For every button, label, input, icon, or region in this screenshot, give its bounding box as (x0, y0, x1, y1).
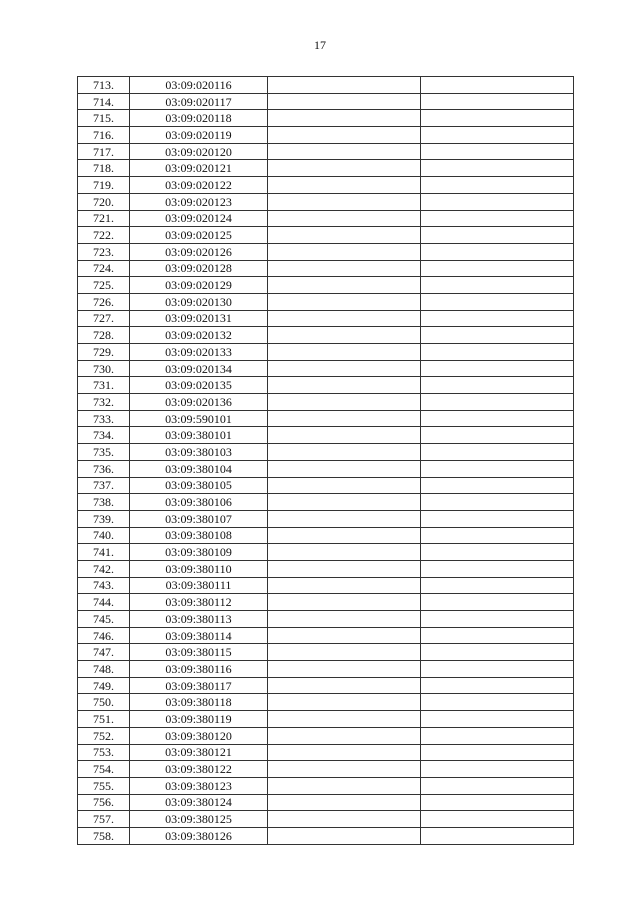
empty-cell (421, 260, 574, 277)
table-row (78, 577, 574, 594)
cadastral-code-cell: 03:09:020118 (130, 110, 268, 127)
table-row (78, 227, 574, 244)
cadastral-code-cell: 03:09:020125 (130, 227, 268, 244)
empty-cell (421, 577, 574, 594)
table-row (78, 394, 574, 411)
row-number-cell: 757. (78, 811, 130, 828)
empty-cell (421, 310, 574, 327)
row-number-cell: 718. (78, 160, 130, 177)
cadastral-code-cell: 03:09:380126 (130, 827, 268, 844)
row-number-cell: 725. (78, 277, 130, 294)
empty-cell (268, 243, 421, 260)
empty-cell (421, 811, 574, 828)
empty-cell (268, 193, 421, 210)
row-number-cell: 739. (78, 510, 130, 527)
table-row (78, 661, 574, 678)
table-row (78, 627, 574, 644)
empty-cell (421, 661, 574, 678)
empty-cell (421, 594, 574, 611)
empty-cell (421, 794, 574, 811)
empty-cell (421, 711, 574, 728)
row-number-cell: 743. (78, 577, 130, 594)
row-number-cell: 721. (78, 210, 130, 227)
cadastral-code-cell: 03:09:380108 (130, 527, 268, 544)
row-number-cell: 716. (78, 127, 130, 144)
row-number-cell: 756. (78, 794, 130, 811)
empty-cell (268, 827, 421, 844)
empty-cell (421, 143, 574, 160)
empty-cell (268, 744, 421, 761)
empty-cell (421, 777, 574, 794)
empty-cell (268, 594, 421, 611)
row-number-cell: 719. (78, 177, 130, 194)
empty-cell (268, 277, 421, 294)
empty-cell (421, 277, 574, 294)
empty-cell (421, 460, 574, 477)
empty-cell (421, 444, 574, 461)
table-row (78, 594, 574, 611)
table-row (78, 744, 574, 761)
cadastral-code-cell: 03:09:020117 (130, 93, 268, 110)
cadastral-code-cell: 03:09:380110 (130, 560, 268, 577)
row-number-cell: 720. (78, 193, 130, 210)
cadastral-code-cell: 03:09:380122 (130, 761, 268, 778)
cadastral-code-cell: 03:09:020126 (130, 243, 268, 260)
table-row (78, 677, 574, 694)
cadastral-code-cell: 03:09:590101 (130, 410, 268, 427)
row-number-cell: 750. (78, 694, 130, 711)
table-row (78, 460, 574, 477)
cadastral-code-cell: 03:09:020131 (130, 310, 268, 327)
table-row (78, 777, 574, 794)
cadastral-code-cell: 03:09:020132 (130, 327, 268, 344)
row-number-cell: 755. (78, 777, 130, 794)
table-row (78, 327, 574, 344)
table-row (78, 293, 574, 310)
empty-cell (421, 360, 574, 377)
cadastral-code-cell: 03:09:380124 (130, 794, 268, 811)
table-row (78, 544, 574, 561)
table-row (78, 761, 574, 778)
empty-cell (268, 160, 421, 177)
row-number-cell: 747. (78, 644, 130, 661)
empty-cell (421, 611, 574, 628)
cadastral-code-cell: 03:09:020124 (130, 210, 268, 227)
cadastral-code-cell: 03:09:380109 (130, 544, 268, 561)
table-row (78, 494, 574, 511)
empty-cell (268, 293, 421, 310)
table-row (78, 727, 574, 744)
empty-cell (421, 560, 574, 577)
table-row (78, 143, 574, 160)
empty-cell (268, 77, 421, 94)
row-number-cell: 751. (78, 711, 130, 728)
empty-cell (268, 227, 421, 244)
empty-cell (268, 377, 421, 394)
cadastral-code-cell: 03:09:380104 (130, 460, 268, 477)
table-row (78, 260, 574, 277)
empty-cell (268, 310, 421, 327)
empty-cell (421, 544, 574, 561)
table-row (78, 827, 574, 844)
empty-cell (268, 711, 421, 728)
table-row (78, 694, 574, 711)
row-number-cell: 738. (78, 494, 130, 511)
empty-cell (421, 160, 574, 177)
empty-cell (421, 510, 574, 527)
cadastral-code-cell: 03:09:020116 (130, 77, 268, 94)
empty-cell (268, 794, 421, 811)
empty-cell (421, 410, 574, 427)
empty-cell (268, 177, 421, 194)
cadastral-code-cell: 03:09:020123 (130, 193, 268, 210)
empty-cell (421, 644, 574, 661)
cadastral-code-cell: 03:09:380103 (130, 444, 268, 461)
cadastral-code-cell: 03:09:380114 (130, 627, 268, 644)
row-number-cell: 722. (78, 227, 130, 244)
empty-cell (421, 77, 574, 94)
empty-cell (421, 477, 574, 494)
empty-cell (268, 527, 421, 544)
row-number-cell: 734. (78, 427, 130, 444)
table-row (78, 811, 574, 828)
table-row (78, 127, 574, 144)
row-number-cell: 748. (78, 661, 130, 678)
table-row (78, 611, 574, 628)
empty-cell (421, 527, 574, 544)
cadastral-code-cell: 03:09:020128 (130, 260, 268, 277)
cadastral-code-cell: 03:09:380117 (130, 677, 268, 694)
cadastral-code-cell: 03:09:380125 (130, 811, 268, 828)
empty-cell (421, 327, 574, 344)
empty-cell (421, 677, 574, 694)
cadastral-code-cell: 03:09:380118 (130, 694, 268, 711)
cadastral-code-cell: 03:09:380116 (130, 661, 268, 678)
table-row (78, 310, 574, 327)
empty-cell (421, 761, 574, 778)
row-number-cell: 758. (78, 827, 130, 844)
empty-cell (268, 777, 421, 794)
empty-cell (268, 577, 421, 594)
row-number-cell: 736. (78, 460, 130, 477)
row-number-cell: 729. (78, 344, 130, 361)
cadastral-code-cell: 03:09:020129 (130, 277, 268, 294)
empty-cell (421, 177, 574, 194)
cadastral-code-cell: 03:09:380105 (130, 477, 268, 494)
table-row (78, 477, 574, 494)
row-number-cell: 733. (78, 410, 130, 427)
cadastral-code-cell: 03:09:020134 (130, 360, 268, 377)
table-row (78, 243, 574, 260)
row-number-cell: 740. (78, 527, 130, 544)
empty-cell (268, 110, 421, 127)
empty-cell (421, 744, 574, 761)
cadastral-code-cell: 03:09:020120 (130, 143, 268, 160)
row-number-cell: 730. (78, 360, 130, 377)
row-number-cell: 728. (78, 327, 130, 344)
empty-cell (421, 827, 574, 844)
cadastral-code-cell: 03:09:380123 (130, 777, 268, 794)
row-number-cell: 749. (78, 677, 130, 694)
row-number-cell: 735. (78, 444, 130, 461)
cadastral-code-cell: 03:09:380120 (130, 727, 268, 744)
empty-cell (268, 627, 421, 644)
row-number-cell: 727. (78, 310, 130, 327)
empty-cell (268, 677, 421, 694)
empty-cell (421, 394, 574, 411)
row-number-cell: 752. (78, 727, 130, 744)
empty-cell (421, 344, 574, 361)
row-number-cell: 742. (78, 560, 130, 577)
cadastral-code-cell: 03:09:020135 (130, 377, 268, 394)
empty-cell (421, 727, 574, 744)
row-number-cell: 726. (78, 293, 130, 310)
empty-cell (421, 210, 574, 227)
cadastral-table (77, 76, 574, 845)
cadastral-code-cell: 03:09:020133 (130, 344, 268, 361)
table-row (78, 160, 574, 177)
table-row (78, 377, 574, 394)
row-number-cell: 753. (78, 744, 130, 761)
cadastral-code-cell: 03:09:380121 (130, 744, 268, 761)
cadastral-code-cell: 03:09:020136 (130, 394, 268, 411)
cadastral-code-cell: 03:09:380119 (130, 711, 268, 728)
row-number-cell: 754. (78, 761, 130, 778)
row-number-cell: 732. (78, 394, 130, 411)
row-number-cell: 745. (78, 611, 130, 628)
table-row (78, 93, 574, 110)
empty-cell (268, 360, 421, 377)
table-row (78, 510, 574, 527)
empty-cell (268, 210, 421, 227)
empty-cell (268, 460, 421, 477)
table-body (78, 77, 574, 845)
row-number-cell: 744. (78, 594, 130, 611)
table-row (78, 527, 574, 544)
row-number-cell: 731. (78, 377, 130, 394)
empty-cell (421, 627, 574, 644)
cadastral-code-cell: 03:09:380107 (130, 510, 268, 527)
empty-cell (421, 293, 574, 310)
row-number-cell: 715. (78, 110, 130, 127)
empty-cell (268, 410, 421, 427)
table-row (78, 560, 574, 577)
cadastral-code-cell: 03:09:020122 (130, 177, 268, 194)
cadastral-code-cell: 03:09:380111 (130, 577, 268, 594)
table-row (78, 110, 574, 127)
table-row (78, 77, 574, 94)
cadastral-code-cell: 03:09:380113 (130, 611, 268, 628)
row-number-cell: 737. (78, 477, 130, 494)
empty-cell (268, 761, 421, 778)
empty-cell (268, 510, 421, 527)
cadastral-code-cell: 03:09:380115 (130, 644, 268, 661)
empty-cell (268, 444, 421, 461)
cadastral-code-cell: 03:09:020119 (130, 127, 268, 144)
table-row (78, 193, 574, 210)
empty-cell (268, 644, 421, 661)
empty-cell (268, 544, 421, 561)
empty-cell (268, 811, 421, 828)
cadastral-code-cell: 03:09:380106 (130, 494, 268, 511)
row-number-cell: 713. (78, 77, 130, 94)
table-row (78, 427, 574, 444)
cadastral-code-cell: 03:09:380101 (130, 427, 268, 444)
empty-cell (421, 427, 574, 444)
empty-cell (268, 560, 421, 577)
empty-cell (268, 477, 421, 494)
table-row (78, 360, 574, 377)
row-number-cell: 724. (78, 260, 130, 277)
empty-cell (421, 694, 574, 711)
row-number-cell: 714. (78, 93, 130, 110)
row-number-cell: 746. (78, 627, 130, 644)
cadastral-code-cell: 03:09:020130 (130, 293, 268, 310)
table-row (78, 644, 574, 661)
empty-cell (421, 93, 574, 110)
empty-cell (268, 394, 421, 411)
empty-cell (268, 611, 421, 628)
empty-cell (421, 193, 574, 210)
empty-cell (421, 110, 574, 127)
row-number-cell: 741. (78, 544, 130, 561)
empty-cell (268, 427, 421, 444)
empty-cell (268, 260, 421, 277)
table-row (78, 794, 574, 811)
empty-cell (421, 377, 574, 394)
table-row (78, 277, 574, 294)
empty-cell (268, 694, 421, 711)
table-row (78, 177, 574, 194)
empty-cell (421, 243, 574, 260)
empty-cell (421, 227, 574, 244)
empty-cell (268, 127, 421, 144)
table-row (78, 444, 574, 461)
empty-cell (268, 143, 421, 160)
empty-cell (268, 727, 421, 744)
empty-cell (268, 93, 421, 110)
empty-cell (421, 494, 574, 511)
row-number-cell: 717. (78, 143, 130, 160)
empty-cell (268, 344, 421, 361)
table-row (78, 344, 574, 361)
table-row (78, 711, 574, 728)
empty-cell (268, 494, 421, 511)
table-row (78, 410, 574, 427)
empty-cell (421, 127, 574, 144)
empty-cell (268, 661, 421, 678)
page-number: 17 (314, 38, 326, 52)
table-row (78, 210, 574, 227)
empty-cell (268, 327, 421, 344)
cadastral-code-cell: 03:09:380112 (130, 594, 268, 611)
cadastral-code-cell: 03:09:020121 (130, 160, 268, 177)
row-number-cell: 723. (78, 243, 130, 260)
